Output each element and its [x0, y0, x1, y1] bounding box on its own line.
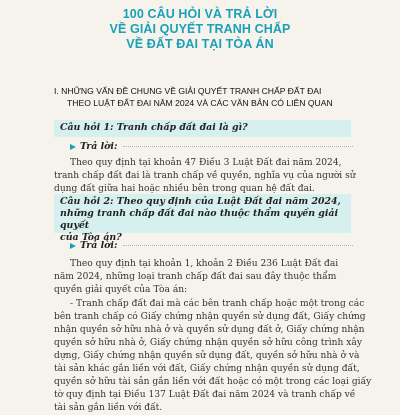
paragraph-line: nhận quyền sở hữu nhà ở và quyền sử dụng đất ở, Giấy chứng nhận [54, 325, 365, 335]
paragraph-line: tờ quy định tại Điều 137 Luật Đất đai năm 2024 và tranh chấp về [54, 390, 356, 400]
paragraph-line: dựng, Giấy chứng nhận quyền sử dụng đất, quyền sở hữu nhà ở và [54, 351, 360, 361]
paragraph-line: quyền giải quyết của Tòa án: [54, 285, 188, 295]
book-title-line: 100 CÂU HỎI VÀ TRẢ LỜI [122, 7, 278, 21]
answer-2-paragraph [54, 258, 352, 297]
answer-1-paragraph [54, 157, 356, 196]
answer-2-bullet [54, 298, 372, 415]
paragraph-line: dụng đất giữa hai hoặc nhiều bên trong quan hệ đất đai. [54, 184, 315, 194]
answer-label-text: Trả lời: [80, 141, 118, 152]
answer-1-label [70, 141, 353, 152]
question-2-box [54, 194, 351, 243]
question-2-text: Câu hỏi 2: Theo quy định của Luật Đất đai năm 2024, [60, 196, 341, 207]
paragraph-line: bên tranh chấp có Giấy chứng nhận quyền sử dụng đất, Giấy chứng [54, 312, 366, 322]
answer-label-text: Trả lời: [80, 240, 118, 251]
paragraph-line: tranh chấp đất đai là tranh chấp về quyền, nghĩa vụ của người sử [54, 171, 356, 181]
question-2-text: những tranh chấp đất đai nào thuộc thẩm quyền giải quyết [60, 208, 339, 231]
paragraph-line: tài sản khác gắn liền với đất, Giấy chứng nhận quyền sử dụng đất, [54, 364, 360, 374]
arrow-right-icon [70, 144, 76, 150]
dotted-rule [123, 146, 353, 147]
paragraph-line: quyền sở hữu nhà ở, Giấy chứng nhận quyền sở hữu công trình xây [54, 338, 362, 348]
paragraph-line: tài sản gắn liền với đất. [54, 403, 163, 413]
question-1-text: Câu hỏi 1: Tranh chấp đất đai là gì? [60, 122, 248, 133]
section-heading-line: I. NHỮNG VẤN ĐỀ CHUNG VỀ GIẢI QUYẾT TRANH CHẤP ĐẤT ĐAI [54, 86, 322, 96]
answer-2-label [70, 240, 353, 251]
section-heading [54, 85, 354, 109]
question-2-text: của Tòa án? [60, 232, 122, 243]
dotted-rule [123, 245, 353, 246]
paragraph-line: quyền sở hữu tài sản gắn liền với đất hoặc có một trong các loại giấy [54, 377, 372, 387]
question-1-box [54, 120, 351, 137]
book-title [0, 7, 400, 52]
book-title-line: VỀ GIẢI QUYẾT TRANH CHẤP [109, 22, 291, 36]
paragraph-line: Theo quy định tại khoản 1, khoản 2 Điều 236 Luật Đất đai [70, 259, 339, 269]
paragraph-line: Theo quy định tại khoản 47 Điều 3 Luật Đất đai năm 2024, [70, 158, 342, 168]
arrow-right-icon [70, 243, 76, 249]
paragraph-line: - Tranh chấp đất đai mà các bên tranh chấp hoặc một trong các [70, 299, 365, 309]
book-title-line: VỀ ĐẤT ĐAI TẠI TÒA ÁN [126, 37, 274, 51]
paragraph-line: năm 2024, những loại tranh chấp đất đai sau đây thuộc thẩm [54, 272, 337, 282]
section-heading-line: THEO LUẬT ĐẤT ĐAI NĂM 2024 VÀ CÁC VĂN BẢN CÓ LIÊN QUAN [67, 98, 333, 108]
